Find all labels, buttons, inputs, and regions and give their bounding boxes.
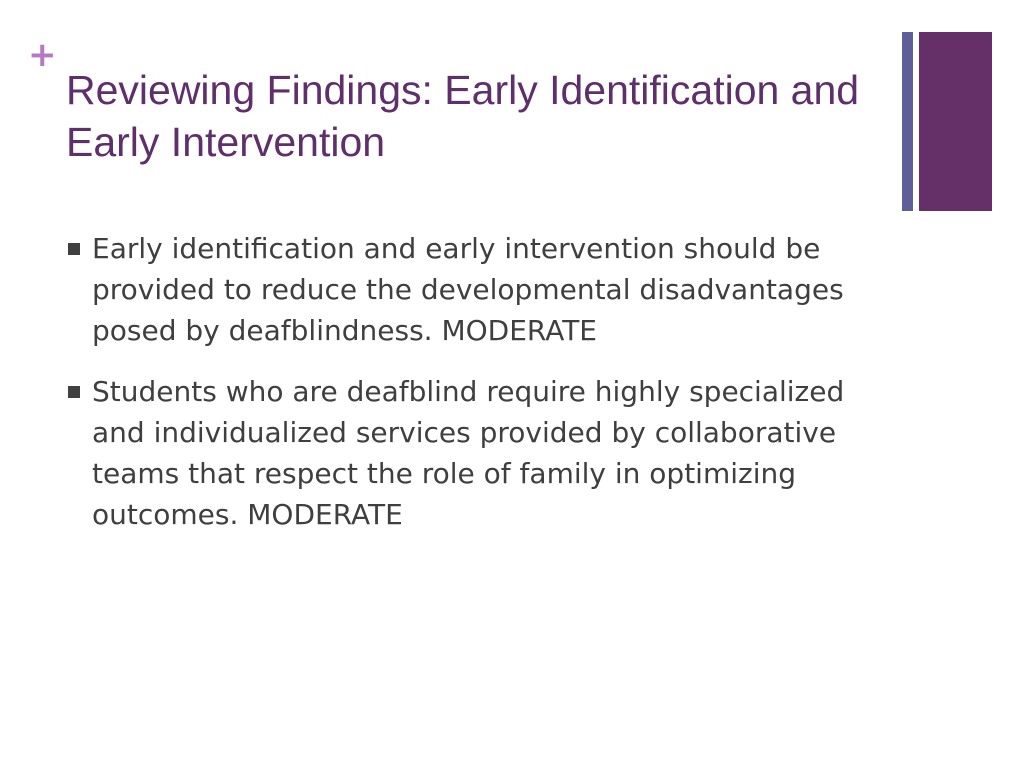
square-bullet-icon xyxy=(68,243,80,255)
plus-icon: + xyxy=(28,35,57,75)
bullet-list xyxy=(68,228,888,555)
slide-title: Reviewing Findings: Early Identification and Early Intervention xyxy=(66,67,860,165)
bullet-item xyxy=(68,371,888,535)
bullet-text: Students who are deafblind require highly specialized and individualized services provided by collaborative teams that respect the role of family in optimizing outcomes. MODERATE xyxy=(92,375,845,531)
accent-bar-thick xyxy=(919,32,992,211)
bullet-text: Early identification and early intervention should be provided to reduce the developmental disadvantages posed by deafblindness. MODERATE xyxy=(92,232,844,347)
bullet-item xyxy=(68,228,888,351)
square-bullet-icon xyxy=(68,386,80,398)
accent-bar-thin xyxy=(902,32,913,211)
